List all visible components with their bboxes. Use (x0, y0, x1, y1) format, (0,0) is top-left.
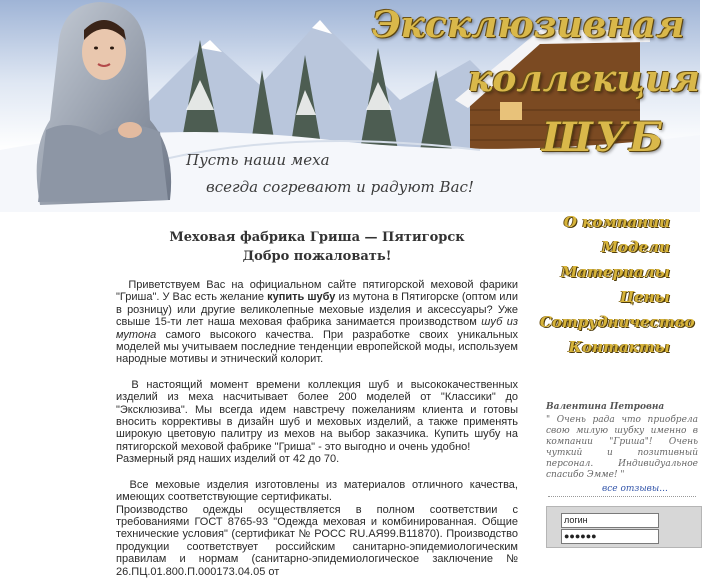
site-header (0, 0, 700, 212)
nav-item-about[interactable]: О компании (563, 213, 670, 231)
review-author: Валентина Петровна (546, 402, 665, 412)
all-reviews-link[interactable]: все отзывы... (602, 484, 668, 494)
intro-paragraph (116, 279, 518, 366)
slogan-line-2: всегда согревают и радуют Вас! (206, 178, 474, 196)
standards-text: Производство одежды осуществляется в полном соответствии с требованиями ГОСТ 8765-93 "Одежда меховая и комбинированная. Общие технические условия" (сертификат № РОСС RU.АЯ99.В11870). Производство продукции соответствует российским санитарно-эпидемиологическим правилам и нормам (санитарно-эпидемиологическое заключение № 26.ПЦ.01.800.П.000173.04.05 от (116, 503, 518, 578)
customer-review (546, 402, 698, 481)
slogan-line-1: Пусть наши меха (186, 151, 330, 169)
collection-paragraph (116, 379, 518, 466)
collection-text: В настоящий момент времени коллекция шуб и высококачественных изделий из меха насчитывает более 200 моделей от "Классики" до "Эксклюзива". Мы всегда идем навстречу пожеланиям клиента и готовы вносить коррективы в дизайн шуб и меховых изделий, а также применять широкую цветовую палитру из мехов на выбор заказчика. Купить шубу на пятигорской меховой фабрике "Гриша" - это выгодно и очень удобно! (116, 378, 518, 453)
brand-title-line-1: Эксклюзивная (372, 4, 685, 46)
review-text: " Очень рада что приобрела свою милую шубку именно в компании "Гриша"! Очень чуткий и позитивный персонал. Индивидуальное спасибо Эмме! " (546, 415, 698, 480)
review-divider (548, 496, 696, 497)
buy-coat-link[interactable]: купить шубу (267, 291, 336, 304)
username-input[interactable]: логин (561, 513, 659, 528)
mouton-coats-link[interactable]: шуб из мутона (116, 316, 518, 341)
login-form (546, 506, 702, 548)
page-title-line-2: Добро пожаловать! (242, 249, 392, 264)
nav-item-contacts[interactable]: Контакты (568, 338, 670, 356)
quality-paragraph (116, 479, 518, 578)
intro-text-3: самого высокого качества. При разработке своих уникальных моделей мы учитываем последние тенденции европейской моды, используем народные мотивы и этнический колорит. (116, 328, 518, 366)
nav-item-materials[interactable]: Материалы (560, 263, 670, 281)
page-title (112, 228, 522, 266)
main-content (112, 214, 522, 578)
brand-title-line-3: ШУБ (542, 114, 666, 161)
size-range-text: Размерный ряд наших изделий от 42 до 70. (116, 453, 340, 466)
nav-item-prices[interactable]: Цены (619, 288, 670, 306)
brand-title-line-2: коллекция (468, 58, 701, 100)
page-title-line-1: Меховая фабрика Гриша — Пятигорск (169, 230, 465, 245)
quality-text: Все меховые изделия изготовлены из материалов отличного качества, имеющих соответствующие сертификаты. (116, 478, 518, 504)
nav-item-models[interactable]: Модели (601, 238, 670, 256)
password-input[interactable]: ●●●●●● (561, 529, 659, 544)
nav-item-cooperation[interactable]: Сотрудничество (540, 313, 695, 331)
main-nav (540, 210, 700, 360)
intro-text-2: из мутона в Пятигорске (оптом или в розницу) или другие великолепные меховые изделия и аксессуары? Уже свыше 15-ти лет наша меховая фабрика занимается производством (116, 291, 518, 329)
intro-text-1: Приветствуем Вас на официальном сайте пятигорской меховой фарики "Гриша". У Вас есть желание (116, 279, 519, 304)
